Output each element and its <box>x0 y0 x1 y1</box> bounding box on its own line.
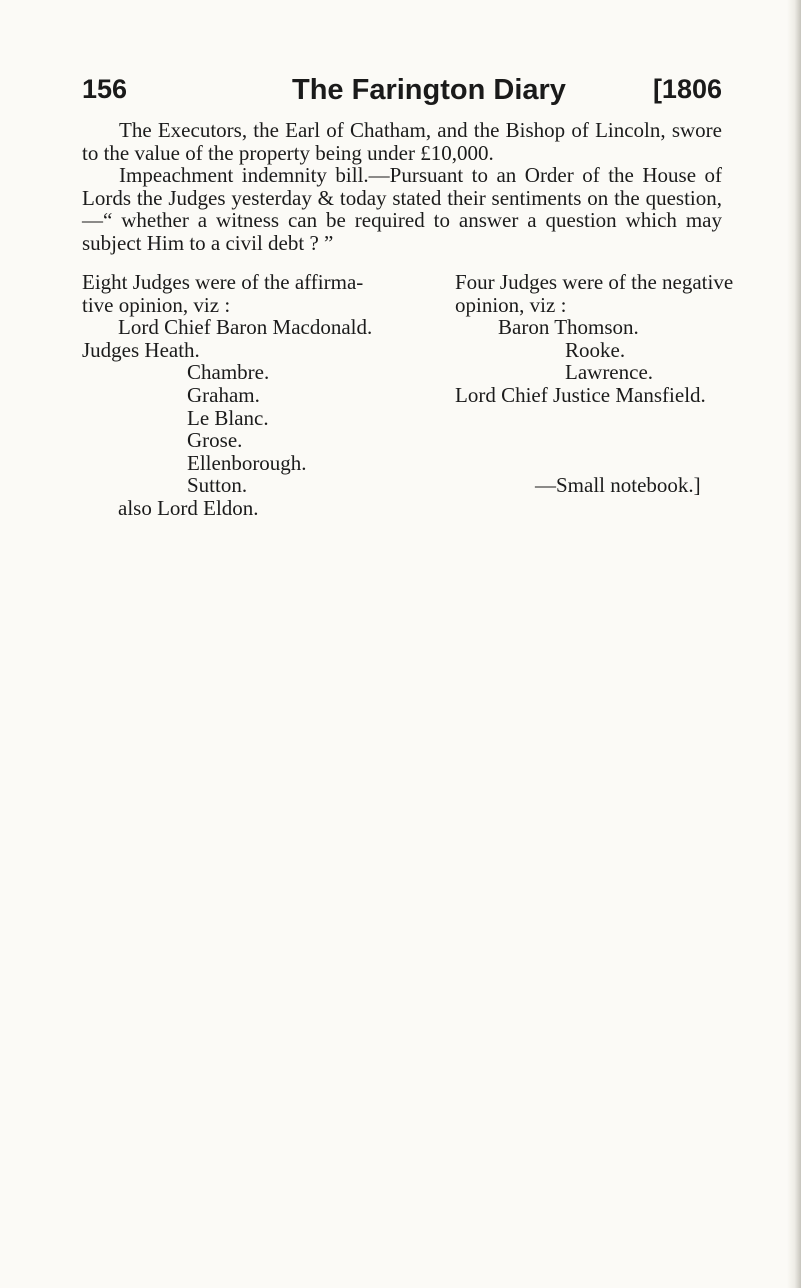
year-marker: [1806 <box>652 74 722 104</box>
book-title: The Farington Diary <box>292 74 566 106</box>
affirmative-intro-line1: Eight Judges were of the affirma- <box>82 270 364 294</box>
source-note: —Small notebook.] <box>535 473 701 498</box>
negative-judges-column <box>455 271 775 497</box>
column-spacer <box>455 407 775 475</box>
running-header <box>82 74 722 114</box>
judge-name: Chambre. <box>187 360 270 385</box>
judge-name: Grose. <box>187 428 243 453</box>
negative-intro-line1: Four Judges were of the negative <box>455 270 734 294</box>
affirmative-judges-column <box>82 271 402 520</box>
negative-intro-line2: opinion, viz : <box>455 292 567 317</box>
judge-name: Graham. <box>187 382 260 407</box>
judge-name: Lord Chief Justice Mansfield. <box>455 382 706 407</box>
paragraph-impeachment: Impeachment indemnity bill.—Pursuant to an Order of the House of Lords the Judges yesterday & today stated their sentiments on the question,—“ whether a witness can be required to answer a question which may subject Him to a civil debt ? ” <box>82 163 722 255</box>
judge-name: Baron Thomson. <box>498 315 639 340</box>
judge-name: Le Blanc. <box>187 405 269 430</box>
affirmative-intro-line2: tive opinion, viz : <box>82 292 231 317</box>
judge-name: Sutton. <box>187 473 248 498</box>
judge-name: Rooke. <box>565 337 626 362</box>
judge-name: Lord Chief Baron Macdonald. <box>118 315 373 340</box>
paragraph-executors: The Executors, the Earl of Chatham, and the Bishop of Lincoln, swore to the value of the property being under £10,000. <box>82 118 722 165</box>
judge-name: Judges Heath. <box>82 337 200 362</box>
judge-name: Lawrence. <box>565 360 654 385</box>
page-number: 156 <box>82 74 128 104</box>
judge-name: Ellenborough. <box>187 450 307 475</box>
page-edge-shadow <box>787 0 801 1288</box>
judge-name-also: also Lord Eldon. <box>118 495 259 520</box>
